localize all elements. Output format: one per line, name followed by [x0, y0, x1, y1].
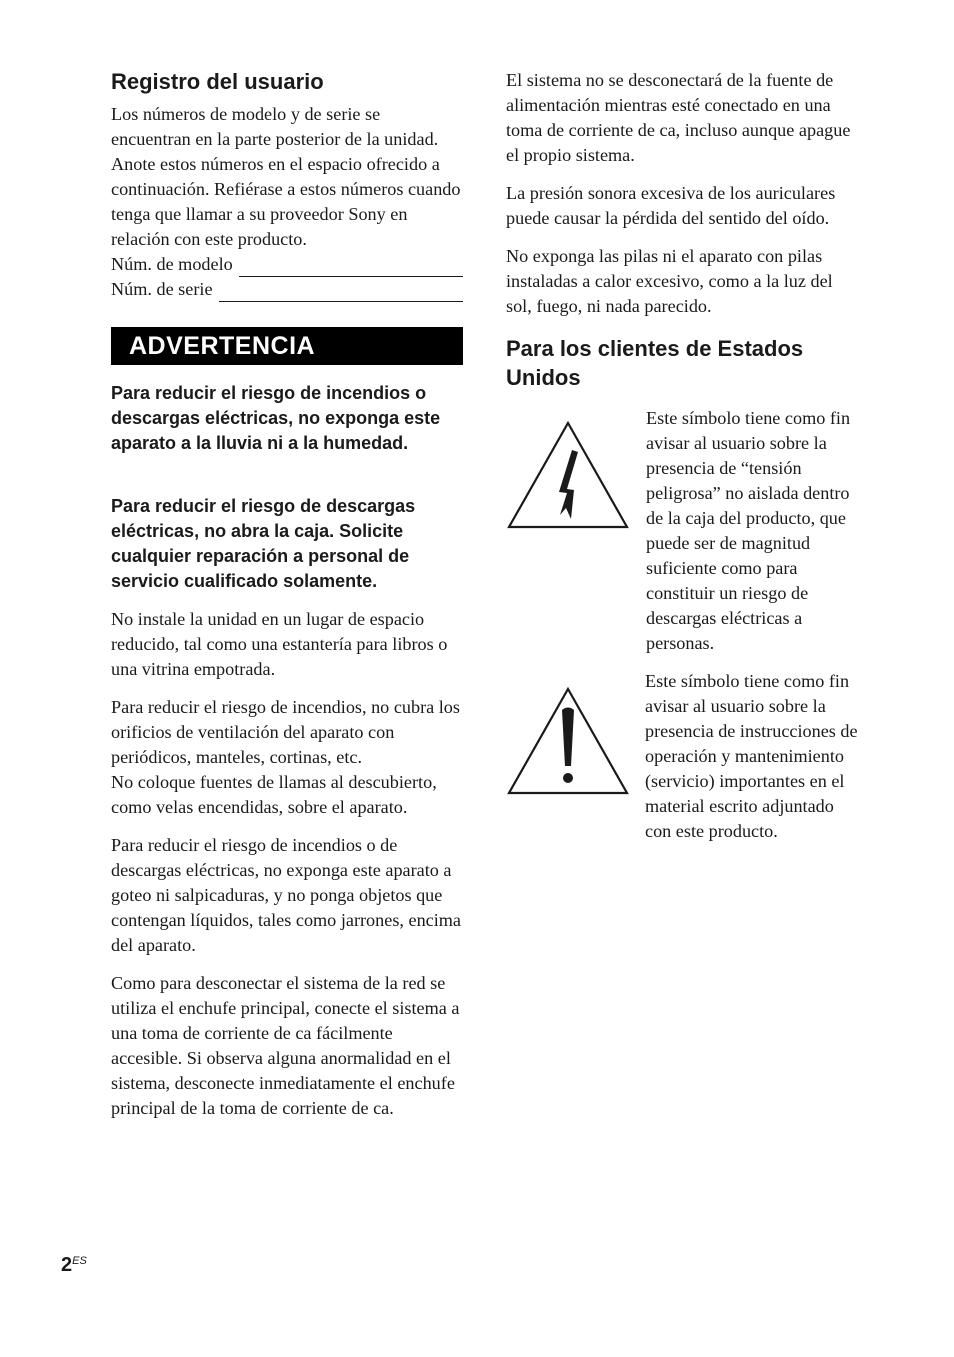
lightning-triangle-icon: [506, 420, 630, 530]
registro-heading: Registro del usuario: [111, 69, 324, 94]
advertencia-heading: ADVERTENCIA: [129, 332, 316, 360]
advertencia-banner: [111, 327, 463, 365]
model-number-line[interactable]: [239, 258, 463, 277]
paragraph-flames: No coloque fuentes de llamas al descubierto, como velas encendidas, sobre el aparato.: [111, 772, 437, 817]
symbol-1-description: Este símbolo tiene como fin avisar al usuario sobre la presencia de “tensión peligrosa” no aislada dentro de la caja del producto, que puede ser de magnitud suficiente como para constituir un riesgo de descargas eléctricas a personas.: [646, 408, 851, 653]
registro-text: Los números de modelo y de serie se encuentran en la parte posterior de la unidad. Anote estos números en el espacio ofrecido a continuación. Refiérase a estos números cuando tenga que llamar a su proveedor Sony en relación con este producto.: [111, 104, 461, 249]
paragraph-disconnect: Como para desconectar el sistema de la red se utiliza el enchufe principal, conecte el sistema a una toma de corriente de ca fácilmente accesible. Si observa alguna anormalidad en el sistema, desconecte inmediatamente el enchufe principal de la toma de corriente de ca.: [111, 973, 460, 1118]
paragraph-installation: No instale la unidad en un lugar de espacio reducido, tal como una estantería para libros o una vitrina empotrada.: [111, 609, 448, 679]
us-customers-heading: Para los clientes de Estados Unidos: [506, 336, 804, 390]
model-number-label: Núm. de modelo: [111, 254, 233, 274]
serial-number-line[interactable]: [219, 283, 463, 302]
model-number-field[interactable]: [111, 252, 463, 277]
symbol-2-description: Este símbolo tiene como fin avisar al usuario sobre la presencia de instrucciones de operación y mantenimiento (servicio) importantes en el material escrito adjuntado con este producto.: [645, 671, 858, 841]
paragraph-batteries: No exponga las pilas ni el aparato con pilas instaladas a calor excesivo, como a la luz del sol, fuego, ni nada parecido.: [506, 246, 833, 316]
page-number: [61, 1254, 87, 1277]
serial-number-field[interactable]: [111, 277, 463, 302]
paragraph-power-source: El sistema no se desconectará de la fuente de alimentación mientras esté conectado en una toma de corriente de ca, incluso aunque apague el propio sistema.: [506, 70, 851, 165]
page-number-value: 2: [61, 1254, 73, 1276]
paragraph-ventilation: Para reducir el riesgo de incendios, no cubra los orificios de ventilación del aparato con periódicos, manteles, cortinas, etc.: [111, 697, 460, 767]
serial-number-label: Núm. de serie: [111, 279, 213, 299]
page-language-code: ES: [72, 1255, 87, 1267]
paragraph-headphones: La presión sonora excesiva de los auriculares puede causar la pérdida del sentido del oído.: [506, 183, 836, 228]
exclamation-triangle-icon: [506, 686, 630, 796]
paragraph-liquids: Para reducir el riesgo de incendios o de descargas eléctricas, no exponga este aparato a goteo ni salpicaduras, y no ponga objetos que contengan líquidos, tales como jarrones, encima del aparato.: [111, 835, 462, 955]
warning-bold-1: Para reducir el riesgo de incendios o descargas eléctricas, no exponga este aparato a la lluvia ni a la humedad.: [111, 383, 441, 453]
warning-bold-2: Para reducir el riesgo de descargas eléctricas, no abra la caja. Solicite cualquier reparación a personal de servicio cualificado solamente.: [111, 496, 416, 591]
